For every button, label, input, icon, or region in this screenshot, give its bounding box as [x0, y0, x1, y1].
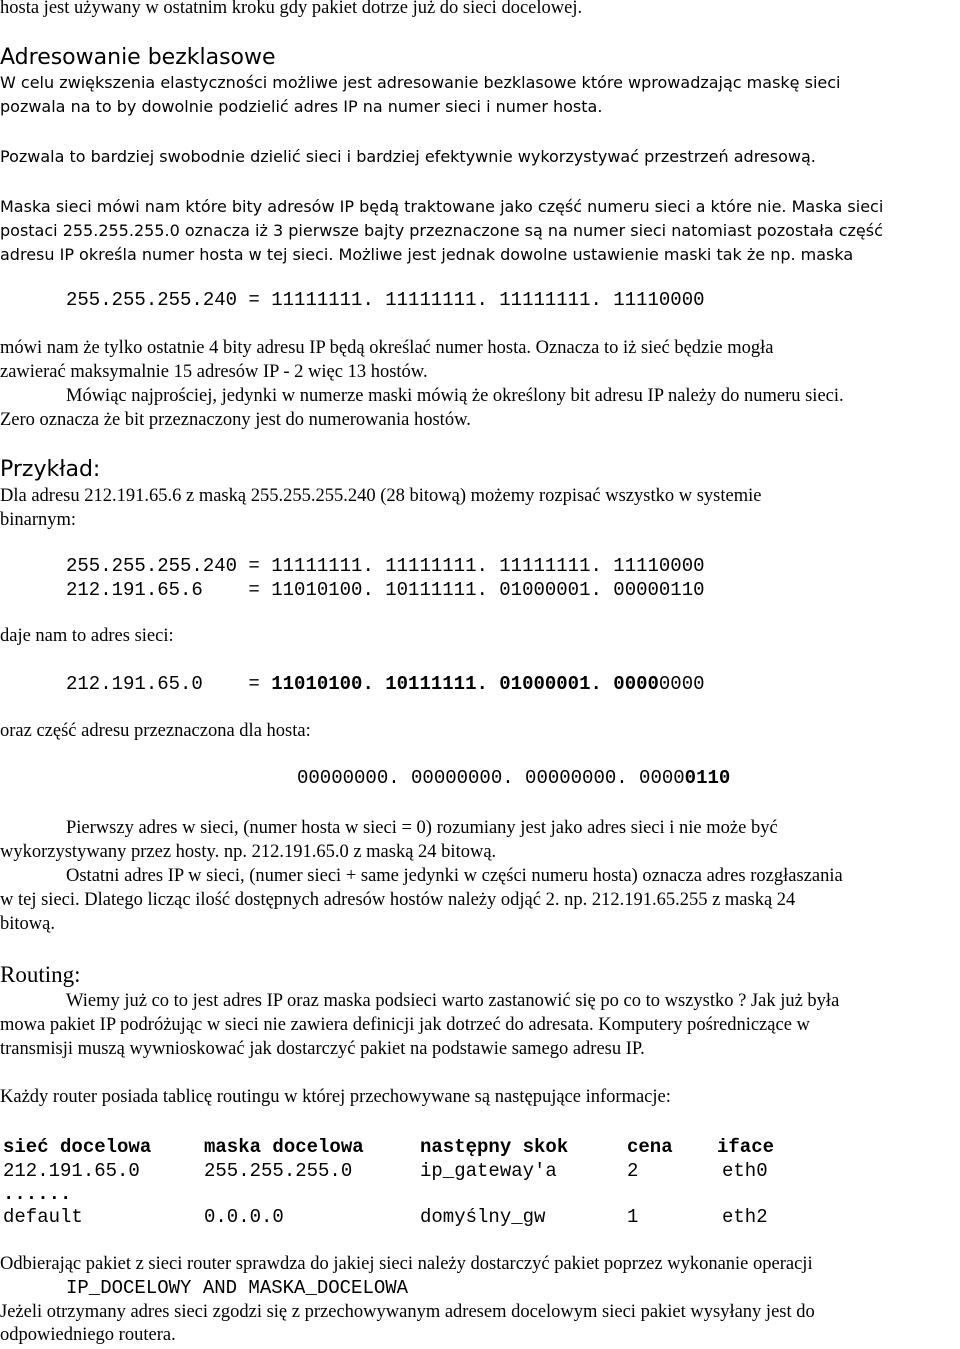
- paragraph-line: Ostatni adres IP w sieci, (numer sieci + same jedynki w części numeru hosta) oznacza adres rozgłaszania: [66, 866, 843, 886]
- section-heading-routing: Routing:: [0, 962, 81, 987]
- section-heading-classless: Adresowanie bezklasowe: [0, 45, 276, 70]
- table-cell: 2: [627, 1160, 639, 1182]
- paragraph-line: mówi nam że tylko ostatnie 4 bity adresu IP będą określać numer hosta. Oznacza to iż sieć będzie mogła: [0, 338, 774, 358]
- paragraph-line: Dla adresu 212.191.65.6 z maską 255.255.255.240 (28 bitową) możemy rozpisać wszystko w systemie: [0, 486, 762, 506]
- table-cell: ip_gateway'a: [420, 1160, 557, 1182]
- paragraph-line: Pierwszy adres w sieci, (numer hosta w sieci = 0) rozumiany jest jako adres sieci i nie może być: [66, 818, 778, 838]
- table-ellipsis-row: ......: [3, 1183, 72, 1205]
- table-header-iface: iface: [717, 1136, 775, 1158]
- network-address-line: [66, 672, 705, 696]
- network-bits: 11010100. 10111111. 01000001. 0000: [271, 673, 659, 695]
- host-zero-bits: 0000: [658, 673, 705, 695]
- operation-code: IP_DOCELOWY AND MASKA_DOCELOWA: [66, 1277, 409, 1299]
- masked-bits: 00000000. 00000000. 00000000. 0000: [297, 767, 685, 789]
- paragraph-line: Każdy router posiada tablicę routingu w której przechowywane są następujące informacje:: [0, 1087, 671, 1107]
- table-cell: eth2: [722, 1206, 768, 1228]
- table-header-mask: maska docelowa: [204, 1136, 364, 1158]
- paragraph-line: mowa pakiet IP podróżując w sieci nie zawiera definicji jak dotrzeć do adresata. Komputery pośredniczące w: [0, 1015, 810, 1035]
- paragraph-line: oraz część adresu przeznaczona dla hosta:: [0, 721, 311, 741]
- paragraph-line: Maska sieci mówi nam które bity adresów IP będą traktowane jako część numeru sieci a które nie. Maska sieci: [0, 197, 884, 216]
- paragraph-line: Mówiąc najprościej, jedynki w numerze maski mówią że określony bit adresu IP należy do numeru sieci.: [66, 386, 844, 406]
- paragraph-line: zawierać maksymalnie 15 adresów IP - 2 więc 13 hostów.: [0, 362, 428, 382]
- table-cell: domyślny_gw: [420, 1206, 546, 1228]
- network-address-prefix: 212.191.65.0 =: [66, 673, 272, 695]
- host-part-line: [297, 766, 730, 790]
- table-cell: 255.255.255.0: [204, 1160, 353, 1182]
- section-heading-example: Przykład:: [0, 457, 101, 482]
- paragraph-line: pozwala na to by dowolnie podzielić adres IP na numer sieci i numer hosta.: [0, 97, 603, 116]
- paragraph-line: wykorzystywany przez hosty. np. 212.191.65.0 z maską 24 bitową.: [0, 842, 497, 862]
- table-cell: 212.191.65.0: [3, 1160, 140, 1182]
- paragraph-line: bitową.: [0, 914, 55, 934]
- paragraph-line: daje nam to adres sieci:: [0, 626, 174, 646]
- mask-binary-line: 255.255.255.240 = 11111111. 11111111. 11111111. 11110000: [66, 289, 705, 311]
- paragraph-line: adresu IP określa numer hosta w tej sieci. Możliwe jest jednak dowolne ustawienie maski tak że np. maska: [0, 245, 854, 264]
- paragraph-line: postaci 255.255.255.0 oznacza iż 3 pierwsze bajty przeznaczone są na numer sieci natomiast pozostała część: [0, 221, 883, 240]
- paragraph-line: Wiemy już co to jest adres IP oraz maska podsieci warto zastanowić się po co to wszystko ? Jak już była: [66, 991, 840, 1011]
- table-cell: default: [3, 1206, 83, 1228]
- host-bits: 0110: [684, 767, 731, 789]
- table-cell: 0.0.0.0: [204, 1206, 284, 1228]
- table-header-next-hop: następny skok: [420, 1136, 569, 1158]
- paragraph-line: W celu zwiększenia elastyczności możliwe jest adresowanie bezklasowe które wprowadzając maskę sieci: [0, 73, 841, 92]
- binary-address-line: 212.191.65.6 = 11010100. 10111111. 01000001. 00000110: [66, 579, 705, 601]
- table-header-destination: sieć docelowa: [3, 1136, 152, 1158]
- table-cell: 1: [627, 1206, 639, 1228]
- text-line: hosta jest używany w ostatnim kroku gdy pakiet dotrze już do sieci docelowej.: [0, 0, 583, 18]
- paragraph-line: Pozwala to bardziej swobodnie dzielić sieci i bardziej efektywnie wykorzystywać przestrzeń adresową.: [0, 147, 816, 166]
- paragraph-line: Jeżeli otrzymany adres sieci zgodzi się z przechowywanym adresem docelowym sieci pakiet wysyłany jest do: [0, 1302, 815, 1322]
- table-cell: eth0: [722, 1160, 768, 1182]
- paragraph-line: odpowiedniego routera.: [0, 1325, 176, 1345]
- paragraph-line: w tej sieci. Dlatego licząc ilość dostępnych adresów hostów należy odjąć 2. np. 212.191.65.255 z maską 24: [0, 890, 796, 910]
- binary-mask-line: 255.255.255.240 = 11111111. 11111111. 11111111. 11110000: [66, 555, 705, 577]
- paragraph-line: Odbierając pakiet z sieci router sprawdza do jakiej sieci należy dostarczyć pakiet poprzez wykonanie operacji: [0, 1254, 813, 1274]
- paragraph-line: Zero oznacza że bit przeznaczony jest do numerowania hostów.: [0, 410, 471, 430]
- paragraph-line: transmisji muszą wywnioskować jak dostarczyć pakiet na podstawie samego adresu IP.: [0, 1039, 645, 1059]
- table-header-cost: cena: [627, 1136, 673, 1158]
- paragraph-line: binarnym:: [0, 510, 77, 530]
